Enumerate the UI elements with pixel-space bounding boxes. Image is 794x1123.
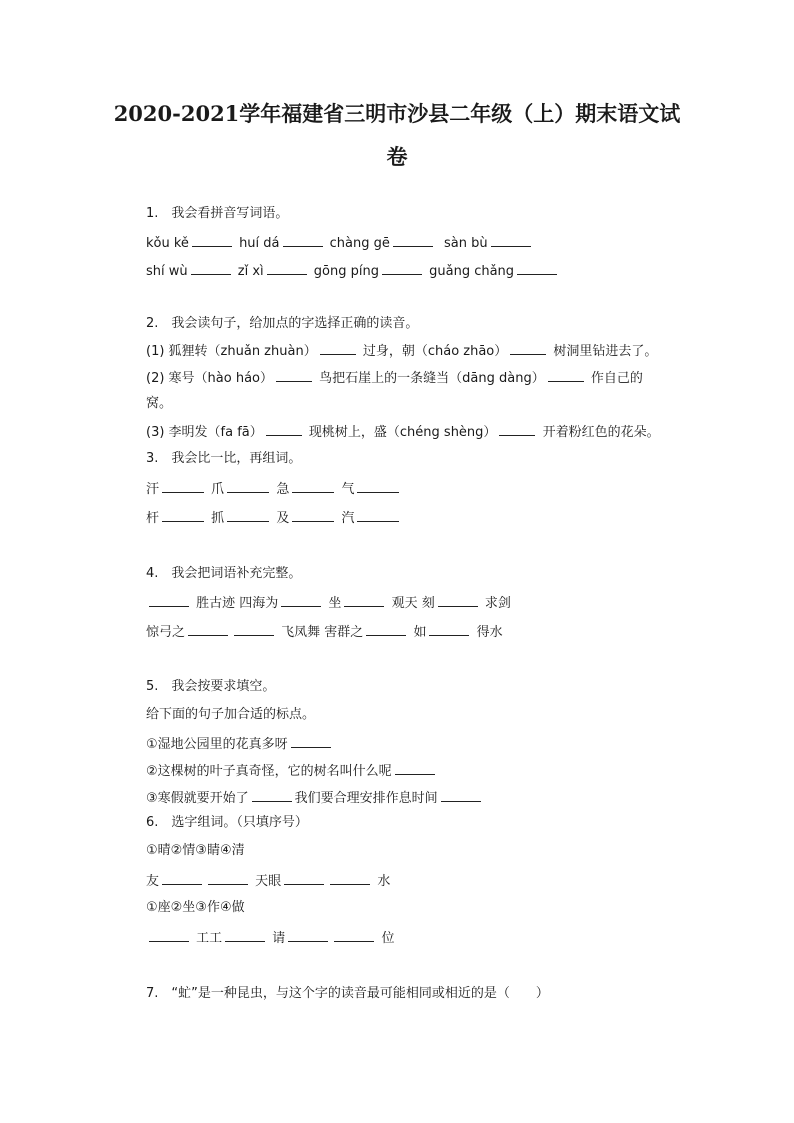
pinyin-7: gōng píng [313,264,379,279]
answer-blank[interactable] [330,872,370,885]
answer-blank[interactable] [292,480,334,493]
q1-row1 [146,234,534,252]
answer-blank[interactable] [517,262,557,275]
answer-blank[interactable] [288,929,328,942]
q2-sentence-2 [146,369,643,387]
pinyin-4: sàn bù [444,236,488,251]
sentence-text: 过身，朝（cháo zhāo） [362,344,508,359]
answer-blank[interactable] [267,262,307,275]
q2-sentence-1 [146,342,657,360]
answer-blank[interactable] [292,509,334,522]
answer-blank[interactable] [266,423,302,436]
char: 汽 [341,511,355,526]
q3-stem: 3. 我会比一比，再组词。 [146,451,302,466]
answer-blank[interactable] [357,480,399,493]
sentence-text: ②这棵树的叶子真奇怪，它的树名叫什么呢 [146,764,392,779]
char: 天眼 [255,874,282,889]
sentence-text: (1) 狐狸转（zhuǎn zhuàn） [146,344,317,359]
answer-blank[interactable] [281,594,321,607]
char: 爪 [211,482,225,497]
sentence-text: ①湿地公园里的花真多呀 [146,737,288,752]
answer-blank[interactable] [291,735,331,748]
char: 水 [377,874,391,889]
idiom-text: 惊弓之 [146,625,186,640]
sentence-text: 我们要合理安排作息时间 [294,791,438,806]
answer-blank[interactable] [357,509,399,522]
q5-stem: 5. 我会按要求填空。 [146,679,276,694]
idiom-text: 胜古迹 四海为 [196,596,279,611]
answer-blank[interactable] [382,262,422,275]
answer-blank[interactable] [284,872,324,885]
char: 气 [341,482,355,497]
answer-blank[interactable] [283,234,323,247]
sentence-text: (2) 寒号（hào háo） [146,371,273,386]
idiom-text: 飞凤舞 害群之 [281,625,364,640]
idiom-text: 得水 [476,625,503,640]
answer-blank[interactable] [441,789,481,802]
answer-blank[interactable] [320,342,356,355]
pinyin-3: chàng gē [329,236,390,251]
q5-item-1 [146,735,334,753]
answer-blank[interactable] [208,872,248,885]
char: 汗 [146,482,160,497]
answer-blank[interactable] [344,594,384,607]
q1-stem: 1. 我会看拼音写词语。 [146,206,289,221]
pinyin-5: shí wù [146,264,188,279]
answer-blank[interactable] [548,369,584,382]
sentence-text: 树洞里钻进去了。 [553,344,658,359]
q5-item-3 [146,789,484,807]
char: 杆 [146,511,160,526]
idiom-text: 观天 刻 [391,596,435,611]
sentence-text: 鸟把石崖上的一条缝当（dāng dàng） [319,371,545,386]
char: 急 [276,482,290,497]
q4-row1 [146,594,511,612]
answer-blank[interactable] [491,234,531,247]
answer-blank[interactable] [438,594,478,607]
q6-row1 [146,872,390,890]
answer-blank[interactable] [191,262,231,275]
answer-blank[interactable] [225,929,265,942]
document-title-line2: 卷 [386,144,408,169]
answer-blank[interactable] [252,789,292,802]
answer-blank[interactable] [510,342,546,355]
pinyin-8: guǎng chǎng [429,264,515,279]
char: 抓 [211,511,225,526]
char: 请 [272,931,286,946]
sentence-text: (3) 李明发（fa fā） [146,425,263,440]
q7-stem: 7. “虻”是一种昆虫，与这个字的读音最可能相同或相近的是（ ） [146,986,549,1001]
answer-blank[interactable] [366,623,406,636]
sentence-text: 现桃树上，盛（chéng shèng） [308,425,497,440]
q2-stem: 2. 我会读句子，给加点的字选择正确的读音。 [146,316,419,331]
answer-blank[interactable] [429,623,469,636]
q6-options-2: ①座②坐③作④做 [146,900,245,915]
answer-blank[interactable] [162,480,204,493]
char: 友 [146,874,160,889]
answer-blank[interactable] [162,509,204,522]
q2-sentence-2-cont: 窝。 [146,396,173,411]
q3-row2 [146,509,402,527]
answer-blank[interactable] [192,234,232,247]
answer-blank[interactable] [395,762,435,775]
q6-stem: 6. 选字组词。（只填序号） [146,815,308,830]
answer-blank[interactable] [334,929,374,942]
answer-blank[interactable] [227,480,269,493]
answer-blank[interactable] [162,872,202,885]
sentence-text: ③寒假就要开始了 [146,791,249,806]
q4-row2 [146,623,503,641]
char: 工工 [196,931,223,946]
sentence-text: 作自己的 [590,371,643,386]
sentence-text: 开着粉红色的花朵。 [542,425,660,440]
q2-sentence-3 [146,423,660,441]
pinyin-6: zǐ xì [237,264,264,279]
q5-subtitle: 给下面的句子加合适的标点。 [146,707,316,722]
q1-row2 [146,262,560,280]
idiom-text: 求剑 [484,596,511,611]
document-title-line1: 2020-2021学年福建省三明市沙县二年级（上）期末语文试 [113,101,681,126]
answer-blank[interactable] [276,369,312,382]
answer-blank[interactable] [149,929,189,942]
q6-row2 [146,929,394,947]
idiom-text: 坐 [328,596,342,611]
answer-blank[interactable] [227,509,269,522]
answer-blank[interactable] [393,234,433,247]
q6-options-1: ①晴②情③睛④清 [146,843,245,858]
idiom-text: 如 [413,625,427,640]
char: 位 [381,931,395,946]
q4-stem: 4. 我会把词语补充完整。 [146,566,302,581]
answer-blank[interactable] [188,623,228,636]
q3-row1 [146,480,402,498]
q5-item-2 [146,762,438,780]
answer-blank[interactable] [499,423,535,436]
answer-blank[interactable] [149,594,189,607]
char: 及 [276,511,290,526]
answer-blank[interactable] [234,623,274,636]
pinyin-1: kǒu kě [146,236,189,251]
pinyin-2: huí dá [239,236,280,251]
